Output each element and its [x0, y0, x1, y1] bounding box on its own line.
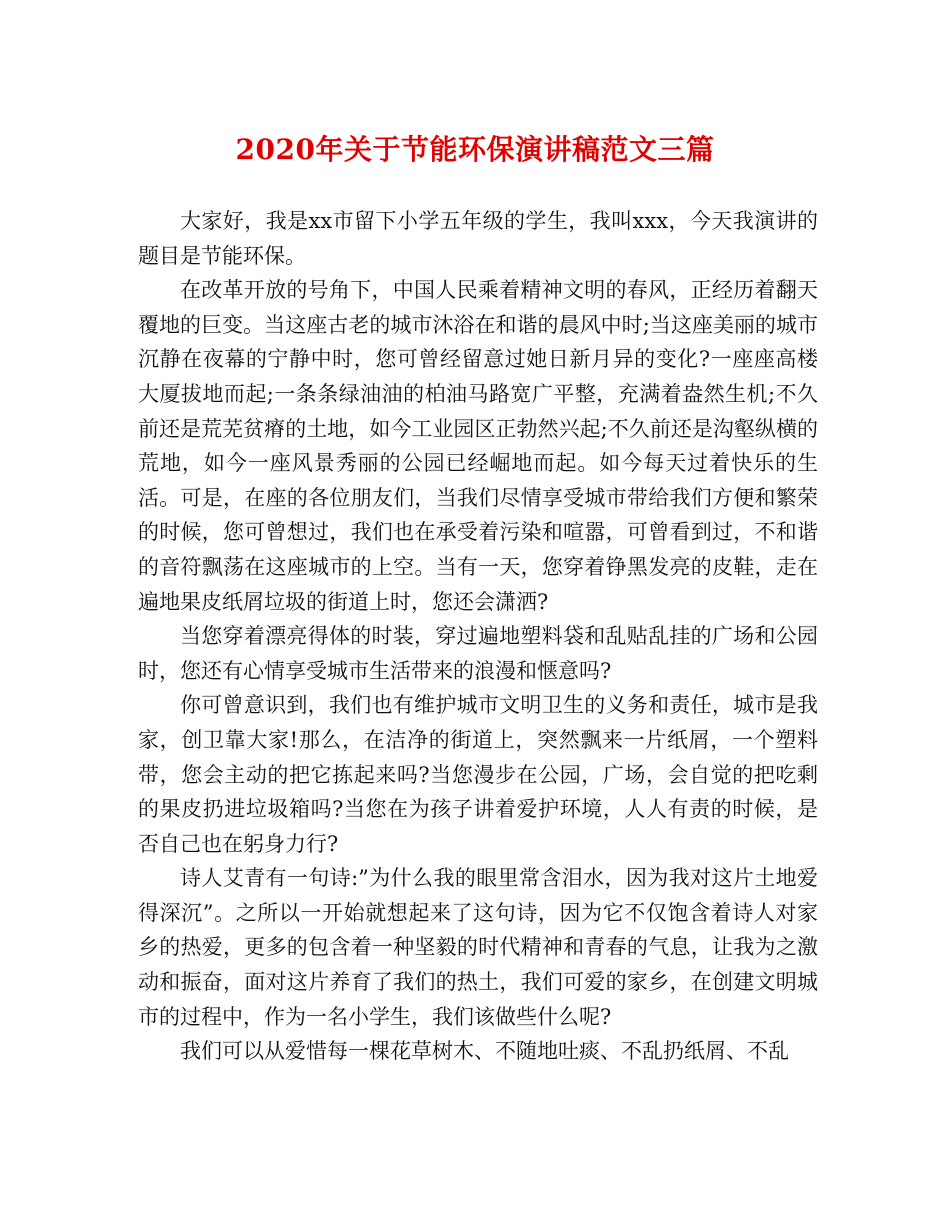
- paragraph: 大家好，我是xx市留下小学五年级的学生，我叫xxx，今天我演讲的题目是节能环保。: [138, 209, 818, 268]
- paragraph: 你可曾意识到，我们也有维护城市文明卫生的义务和责任，城市是我家，创卫靠大家!那么，在洁净的街道上，突然飘来一片纸屑，一个塑料带，您会主动的把它拣起来吗?当您漫步在公园，广场，会自觉的把吃剩的果皮扔进垃圾箱吗?当您在为孩子讲着爱护环境，人人有责的时候，是否自己也在躬身力行?: [138, 693, 818, 856]
- paragraph: 当您穿着漂亮得体的时装，穿过遍地塑料袋和乱贴乱挂的广场和公园时，您还有心情享受城市生活带来的浪漫和惬意吗?: [138, 624, 818, 683]
- paragraph: 诗人艾青有一句诗:”为什么我的眼里常含泪水，因为我对这片土地爱得深沉”。之所以一开始就想起来了这句诗，因为它不仅饱含着诗人对家乡的热爱，更多的包含着一种坚毅的时代精神和青春的气息，让我为之激动和振奋，面对这片养育了我们的热土，我们可爱的家乡，在创建文明城市的过程中，作为一名小学生，我们该做些什么呢?: [138, 866, 818, 1029]
- paragraph: 我们可以从爱惜每一棵花草树木、不随地吐痰、不乱扔纸屑、不乱: [180, 1039, 789, 1064]
- document-body: [138, 204, 818, 1069]
- paragraph: 在改革开放的号角下，中国人民乘着精神文明的春风，正经历着翻天覆地的巨变。当这座古老的城市沐浴在和谐的晨风中时;当这座美丽的城市沉静在夜幕的宁静中时，您可曾经留意过她日新月异的变化?一座座高楼大厦拔地而起;一条条绿油油的柏油马路宽广平整，充满着盎然生机;不久前还是荒芜贫瘠的土地，如今工业园区正勃然兴起;不久前还是沟壑纵横的荒地，如今一座风景秀丽的公园已经崛地而起。如今每天过着快乐的生活。可是，在座的各位朋友们，当我们尽情享受城市带给我们方便和繁荣的时候，您可曾想过，我们也在承受着污染和喧嚣，可曾看到过，不和谐的音符飘荡在这座城市的上空。当有一天，您穿着铮黑发亮的皮鞋，走在遍地果皮纸屑垃圾的街道上时，您还会潇洒?: [138, 278, 818, 614]
- document-title: 2020年关于节能环保演讲稿范文三篇: [235, 133, 715, 166]
